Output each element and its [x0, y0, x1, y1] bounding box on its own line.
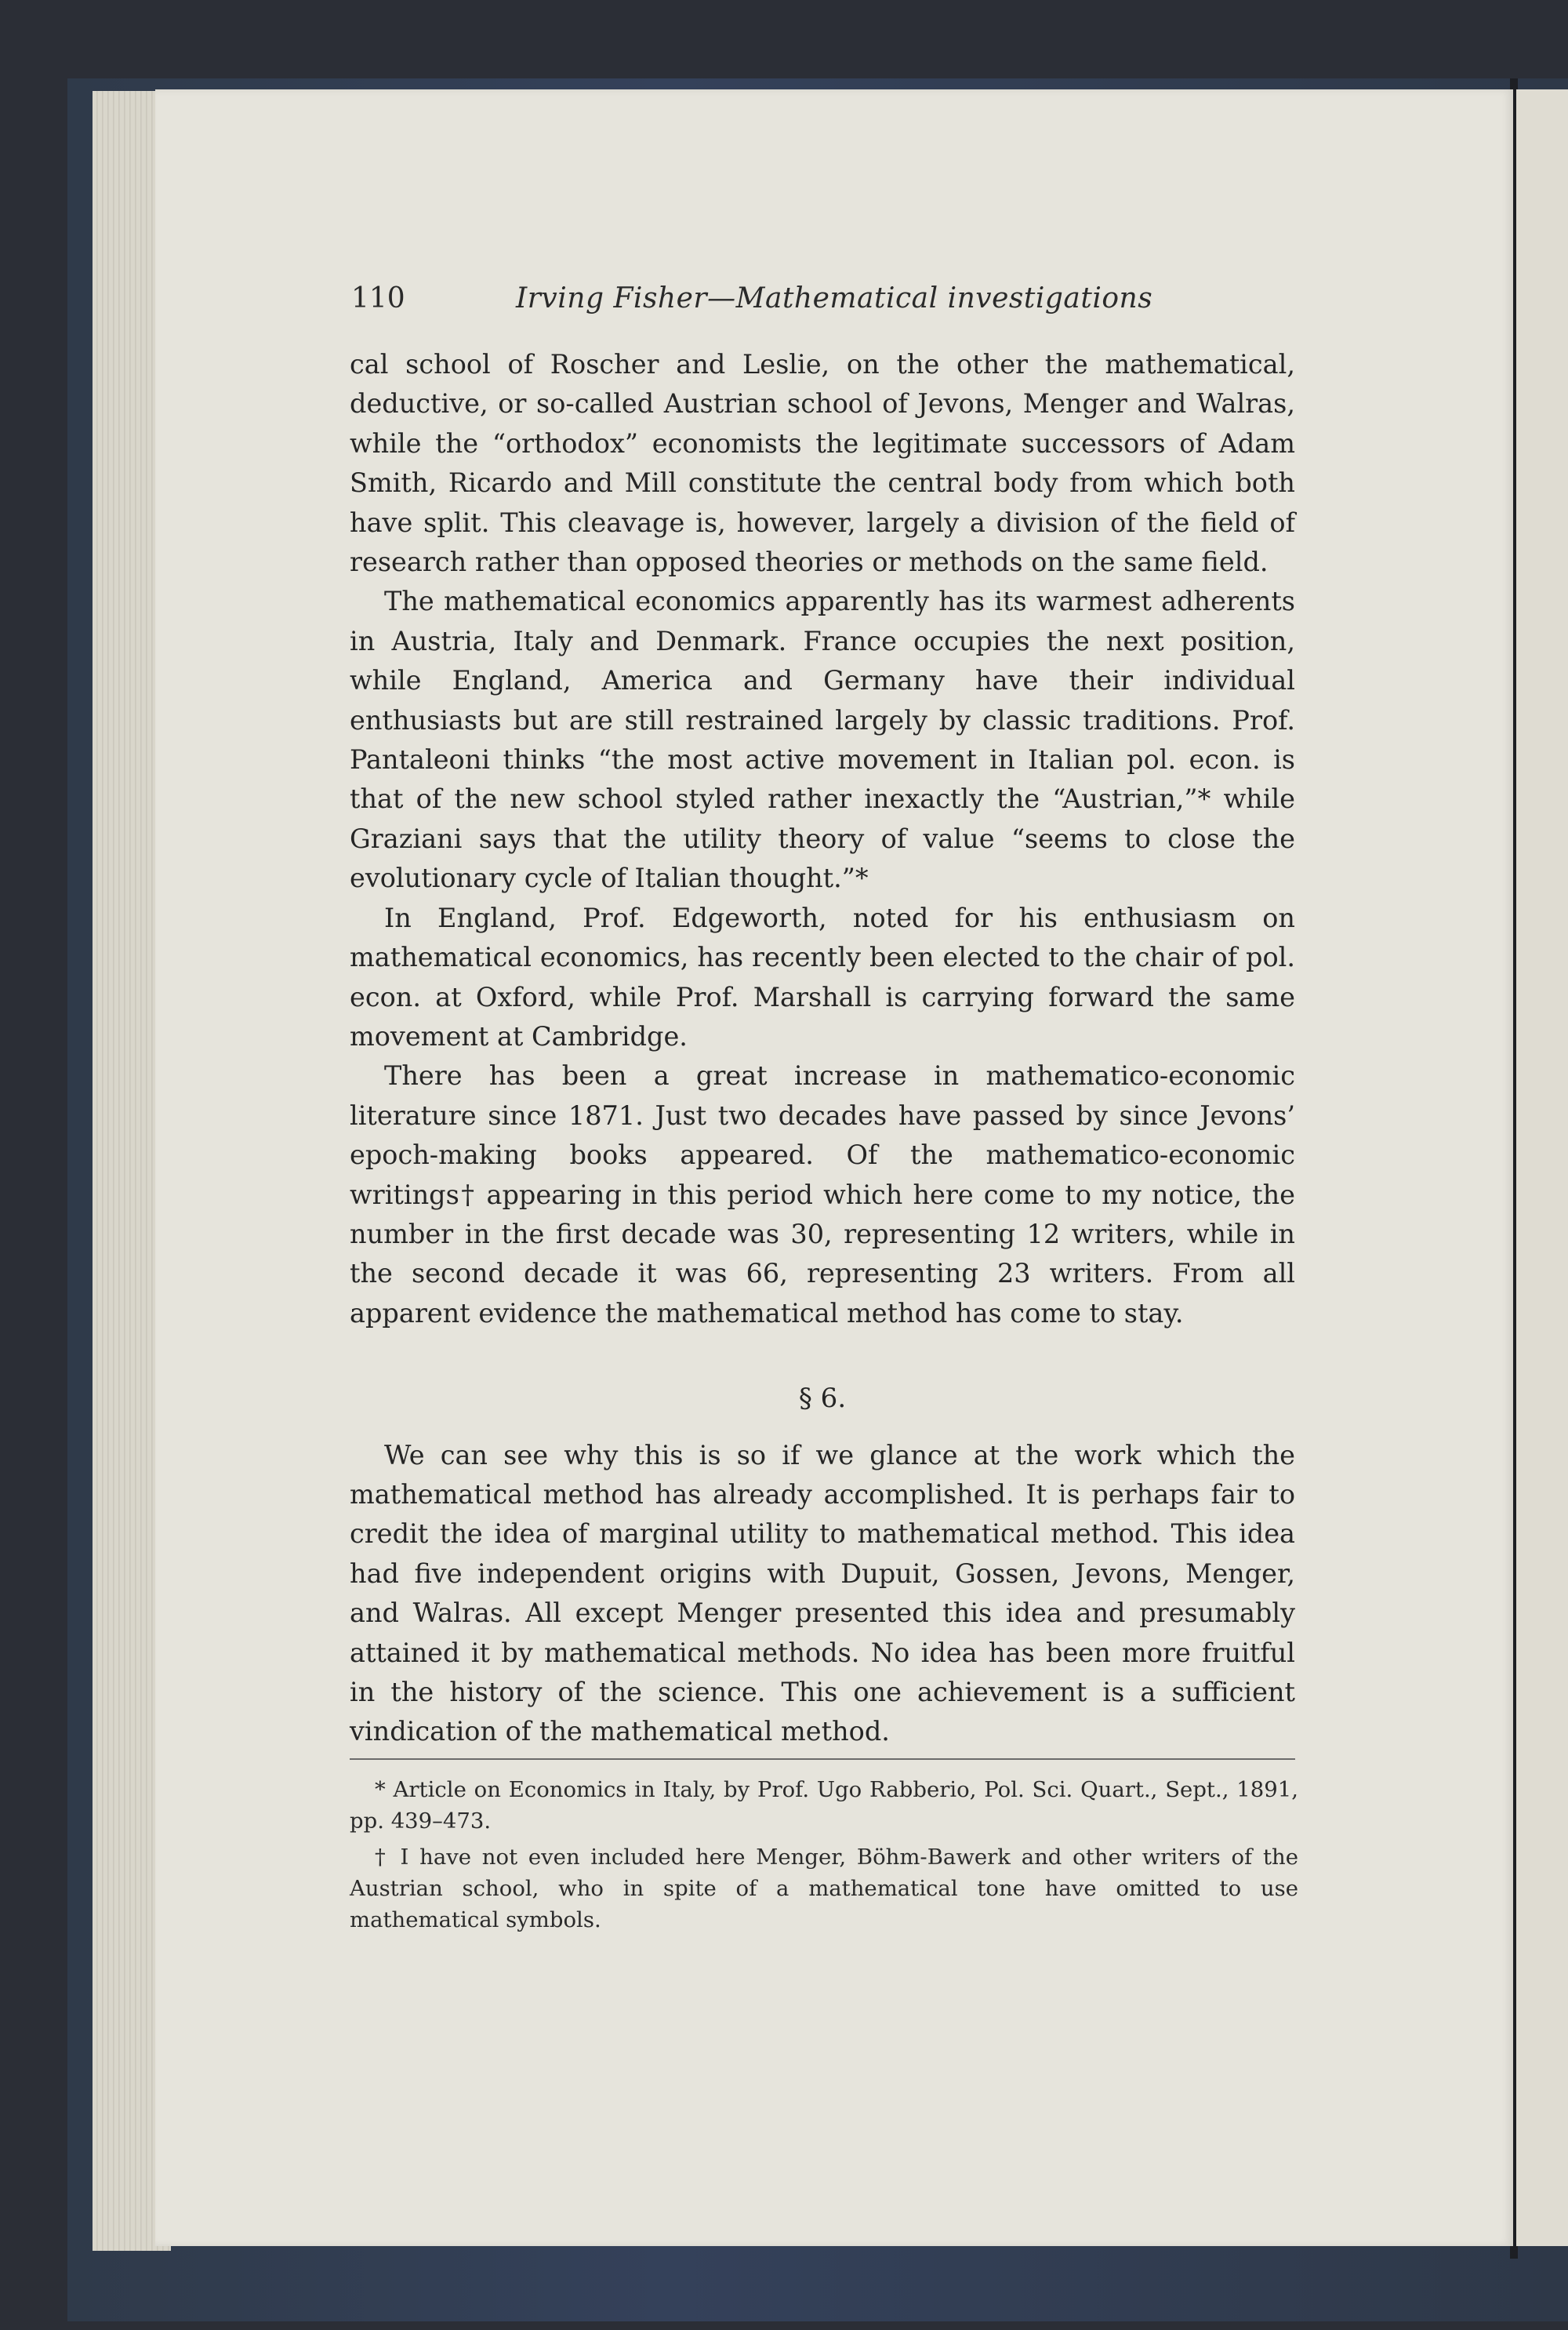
section-paragraph: We can see why this is so if we glance at the work which the mathematical method has already accomplished. It is perhaps fair to credit the idea of marginal utility to mathematical method. This idea had five independent origins with Dupuit, Gossen, Jevons, Menger, and Walras. All except Menger presented this idea and presumably attained it by mathematical methods. No idea has been more fruitful in the history of the science. This one achievement is a sufficient vindication of the mathematical method. [350, 1439, 1295, 1747]
footnotes [350, 1774, 1298, 1940]
footnote-1: * Article on Economics in Italy, by Prof. Ugo Rabberio, Pol. Sci. Quart., Sept., 1891, pp. 439–473. [350, 1777, 1298, 1834]
running-title: Irving Fisher—Mathematical investigations [516, 282, 1153, 314]
facing-page-edge [1516, 89, 1568, 2246]
section-heading: § 6. [798, 1383, 847, 1415]
page-number: 110 [351, 282, 405, 314]
paragraph-1: cal school of Roscher and Leslie, on the other the mathematical, deductive, or so-called Austrian school of Jevons, Menger and Walras, while the “orthodox” economists the legitimate successors of Adam Smith, Ricardo and Mill constitute the central body from which both have split. This cleavage is, however, largely a division of the field of research rather than opposed theories or methods on the same field. [350, 349, 1295, 578]
paragraph-3: In England, Prof. Edgeworth, noted for his enthusiasm on mathematical economics, has recently been elected to the chair of pol. econ. at Oxford, while Prof. Marshall is carrying forward the same movement at Cambridge. [350, 902, 1295, 1052]
paragraph-4: There has been a great increase in mathematico-economic literature since 1871. Just two decades have passed by since Jevons’ epoch-making books appeared. Of the mathematico-economic writings† appearing in this period which here come to my notice, the number in the first decade was 30, representing 12 writers, while in the second decade it was 66, representing 23 writers. From all apparent evidence the mathematical method has come to stay. [350, 1060, 1295, 1329]
page-body [350, 345, 1295, 1752]
footnote-2: † I have not even included here Menger, Böhm-Bawerk and other writers of the Austrian school, who in spite of a mathematical tone have omitted to use mathematical symbols. [350, 1845, 1298, 1932]
page-header [351, 282, 1308, 329]
paragraph-2: The mathematical economics apparently has its warmest adherents in Austria, Italy and Denmark. France occupies the next position, while England, America and Germany have their individual enthusiasts but are still restrained largely by classic traditions. Prof. Pantaleoni thinks “the most active movement in Italian pol. econ. is that of the new school styled rather inexactly the “Austrian,”* while Graziani says that the utility theory of value “seems to close the evolutionary cycle of Italian thought.”* [350, 586, 1295, 894]
footnote-rule [350, 1758, 1295, 1760]
